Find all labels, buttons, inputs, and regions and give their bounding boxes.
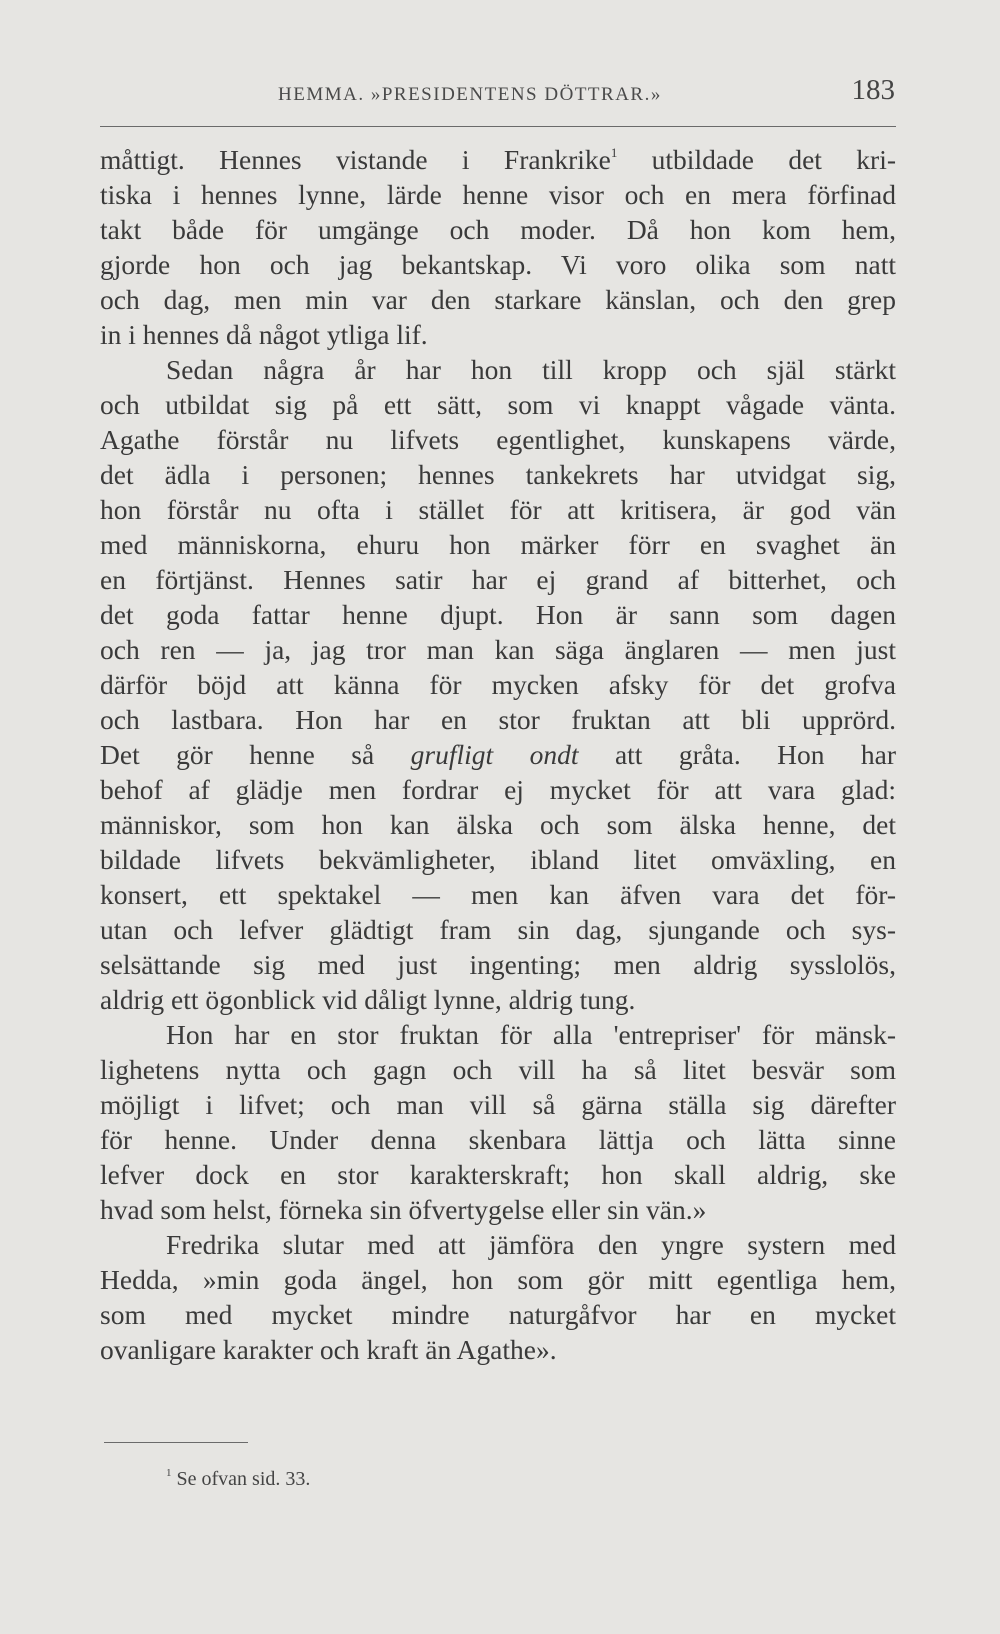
footnote-mark: 1 [166,1467,172,1479]
header-rule [100,126,896,127]
text-line: Hedda, »min goda ängel, hon som gör mitt egentliga hem, [100,1264,896,1295]
text-line: lighetens nytta och gagn och vill ha så litet besvär som [100,1054,896,1085]
text-line: och lastbara. Hon har en stor fruktan att bli upprörd. [100,704,896,735]
text-line: gjorde hon och jag bekantskap. Vi voro olika som natt [100,249,896,280]
text-line: hon förstår nu ofta i stället för att kritisera, är god vän [100,494,896,525]
text-line: Hon har en stor fruktan för alla 'entrepriser' för mänsk- [166,1019,896,1050]
text-line: och utbildat sig på ett sätt, som vi knappt vågade vänta. [100,389,896,420]
text-line: takt både för umgänge och moder. Då hon kom hem, [100,214,896,245]
text-line: möjligt i lifvet; och man vill så gärna ställa sig därefter [100,1089,896,1120]
text-line: lefver dock en stor karakterskraft; hon skall aldrig, ske [100,1159,896,1190]
text-line: ovanligare karakter och kraft än Agathe». [100,1334,557,1365]
text-line: selsättande sig med just ingenting; men aldrig sysslolös, [100,949,896,980]
text-line: det ädla i personen; hennes tankekrets har utvidgat sig, [100,459,896,490]
italic-phrase: grufligt ondt [410,739,579,770]
text-line: för henne. Under denna skenbara lättja och lätta sinne [100,1124,896,1155]
text-line: och dag, men min var den starkare känslan, och den grep [100,284,896,315]
text-line: aldrig ett ögonblick vid dåligt lynne, aldrig tung. [100,984,636,1015]
text-line: Fredrika slutar med att jämföra den yngre systern med [166,1229,896,1260]
text-line: därför böjd att känna för mycken afsky för det grofva [100,669,896,700]
text-line: det goda fattar henne djupt. Hon är sann som dagen [100,599,896,630]
footnote-text: Se ofvan sid. 33. [171,1468,311,1490]
footnote [166,1468,310,1491]
text-line: människor, som hon kan älska och som älska henne, det [100,809,896,840]
text-line: måttigt. Hennes vistande i Frankrike$^1$ utbildade det kri- [100,144,896,175]
text-line: in i hennes då något ytliga lif. [100,319,428,350]
text-line: Det gör henne så grufligt ondt att gråta. Hon har [100,739,897,770]
text-line: Agathe förstår nu lifvets egentlighet, kunskapens värde, [100,424,896,455]
text-line: tiska i hennes lynne, lärde henne visor och en mera förfinad [100,179,896,210]
text-line: behof af glädje men fordrar ej mycket för att vara glad: [100,774,896,805]
text-line: en förtjänst. Hennes satir har ej grand af bitterhet, och [100,564,896,595]
page-number: 183 [851,74,895,106]
text-line: bildade lifvets bekvämligheter, ibland litet omväxling, en [100,844,896,875]
running-title: HEMMA. »PRESIDENTENS DÖTTRAR.» [278,84,662,105]
text-line: Sedan några år har hon till kropp och själ stärkt [166,354,896,385]
text-line: med människorna, ehuru hon märker förr en svaghet än [100,529,896,560]
text-line: som med mycket mindre naturgåfvor har en mycket [100,1299,896,1330]
text-line: och ren — ja, jag tror man kan säga änglaren — men just [100,634,896,665]
footnote-mark: 1 [610,145,618,160]
text-line: utan och lefver glädtigt fram sin dag, sjungande och sys- [100,914,896,945]
footnote-rule [104,1442,248,1443]
text-line: hvad som helst, förneka sin öfvertygelse eller sin vän.» [100,1194,707,1225]
text-line: konsert, ett spektakel — men kan äfven vara det för- [100,879,896,910]
